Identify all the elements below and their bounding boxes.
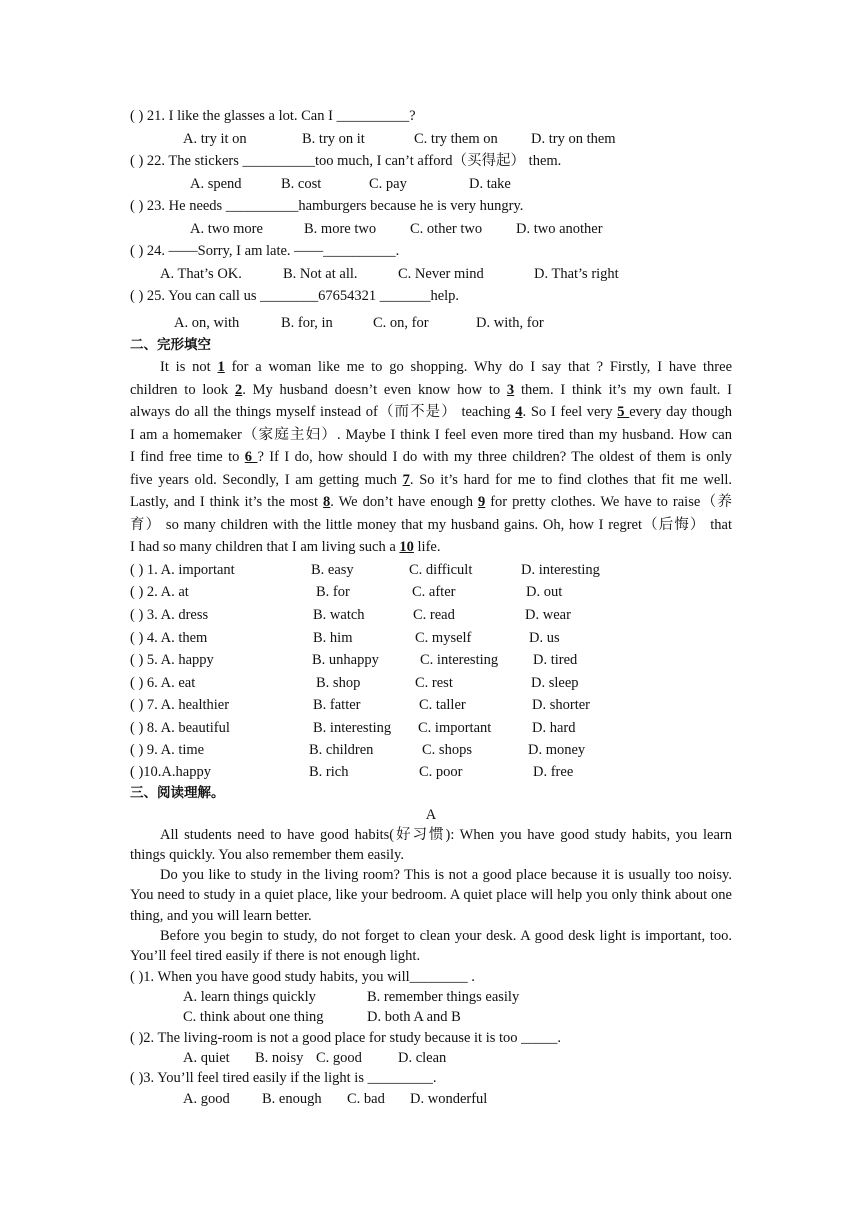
reading-paragraph: Before you begin to study, do not forget to clean your desk. A good desk light is important, too. You’ll feel tired easily if there is not enough light. <box>130 928 732 965</box>
option-row <box>130 129 732 149</box>
option: B. try on it <box>302 131 365 147</box>
option: C. good <box>316 1050 362 1066</box>
option: B. him <box>313 630 353 646</box>
cloze-question <box>130 628 732 648</box>
option: B. Not at all. <box>283 266 358 282</box>
option: D. wonderful <box>410 1091 488 1107</box>
option: D. both A and B <box>367 1009 461 1025</box>
option: C. read <box>413 607 455 623</box>
blank-number: 5 <box>617 404 630 420</box>
option: B. rich <box>309 764 349 780</box>
option: B. enough <box>262 1091 322 1107</box>
passage-line: Lastly, and I think it’s the most 8. We don’t have enough 9 for pretty clothes. We have to raise（养 <box>130 494 732 510</box>
passage-line: 育） so many children with the little money that my husband gains. Oh, how I regret（后悔） that <box>130 517 732 533</box>
option-row <box>130 264 732 284</box>
option: C. try them on <box>414 131 498 147</box>
option: B. for <box>316 584 350 600</box>
blank-number: 10 <box>399 539 414 555</box>
option: C. after <box>412 584 456 600</box>
question-stem: ( ) 24. ——Sorry, I am late. ——__________. <box>130 243 400 259</box>
option: B. noisy <box>255 1050 304 1066</box>
option: A. learn things quickly <box>183 989 316 1005</box>
option: A. on, with <box>174 315 240 331</box>
option: D. tired <box>533 652 578 668</box>
option-row <box>130 1007 732 1027</box>
option: C. pay <box>369 176 407 192</box>
option-row <box>130 174 732 194</box>
passage-label: A <box>425 807 437 823</box>
option: B. more two <box>304 221 377 237</box>
passage-line: It is not 1 for a woman like me to go shopping. Why do I say that ? Firstly, I have three <box>160 359 732 375</box>
option: A. try it on <box>183 131 247 147</box>
option: C. shops <box>422 742 472 758</box>
option: D. try on them <box>531 131 616 147</box>
option: C. poor <box>419 764 463 780</box>
option: D. us <box>529 630 560 646</box>
option: C. difficult <box>409 562 473 578</box>
question-stem: ( ) 4. A. them <box>130 630 208 646</box>
cloze-question <box>130 673 732 693</box>
question-stem: ( ) 5. A. happy <box>130 652 214 668</box>
option: A. spend <box>190 176 242 192</box>
cloze-question <box>130 560 732 580</box>
option: D. interesting <box>521 562 600 578</box>
option: D. take <box>469 176 511 192</box>
option: B. unhappy <box>312 652 379 668</box>
option: D. clean <box>398 1050 447 1066</box>
option: C. think about one thing <box>183 1009 324 1025</box>
option: B. fatter <box>313 697 361 713</box>
option: B. easy <box>311 562 354 578</box>
cloze-question <box>130 762 732 782</box>
reading-paragraph: Do you like to study in the living room? This is not a good place because it is usually too noisy. You need to study in a quiet place, like your bedroom. A quiet place will help you only think about one thing, and you will learn better. <box>130 867 732 924</box>
option: C. on, for <box>373 315 429 331</box>
option: A. That’s OK. <box>160 266 242 282</box>
option: D. wear <box>525 607 571 623</box>
option: C. bad <box>347 1091 385 1107</box>
blank-number: 6 <box>244 449 258 465</box>
option-row <box>130 1048 732 1068</box>
option-row <box>130 313 732 333</box>
passage-line: I find free time to 6 ? If I do, how should I do with my three children? The oldest of them is only <box>130 449 733 465</box>
cloze-question <box>130 650 732 670</box>
question-stem: ( ) 23. He needs __________hamburgers because he is very hungry. <box>130 198 524 214</box>
option-row <box>130 987 732 1007</box>
option: A. two more <box>190 221 263 237</box>
option: B. cost <box>281 176 322 192</box>
passage-line: always do all the things myself instead of（而不是） teaching 4. So I feel very 5 every day though <box>130 404 733 420</box>
question-stem: ( )2. The living-room is not a good place for study because it is too _____. <box>130 1030 562 1046</box>
question-stem: ( ) 21. I like the glasses a lot. Can I __________? <box>130 108 416 124</box>
blank-number: 3 <box>506 382 515 398</box>
option: C. taller <box>419 697 466 713</box>
option: B. shop <box>316 675 361 691</box>
option: C. Never mind <box>398 266 484 282</box>
cloze-question <box>130 695 732 715</box>
question-stem: ( ) 9. A. time <box>130 742 205 758</box>
section-title-cloze: 二、完形填空 <box>130 337 211 353</box>
cloze-question <box>130 582 732 602</box>
blank-number: 2 <box>234 382 243 398</box>
option: D. two another <box>516 221 603 237</box>
question-stem: ( ) 3. A. dress <box>130 607 209 623</box>
option: B. interesting <box>313 720 392 736</box>
passage-line: children to look 2. My husband doesn’t even know how to 3 them. I think it’s my own fault. I <box>130 382 732 398</box>
cloze-question <box>130 740 732 760</box>
passage-line: I had so many children that I am living such a 10 life. <box>130 539 441 555</box>
option: B. children <box>309 742 374 758</box>
blank-number: 7 <box>402 472 410 488</box>
question-stem: ( ) 1. A. important <box>130 562 235 578</box>
option: D. free <box>533 764 574 780</box>
reading-paragraph: All students need to have good habits(好习惯): When you have good study habits, you learn things quickly. You also remember them easily. <box>130 827 732 864</box>
option: D. with, for <box>476 315 544 331</box>
blank-number: 8 <box>323 494 331 510</box>
option: B. watch <box>313 607 365 623</box>
option: A. good <box>183 1091 230 1107</box>
option: C. important <box>418 720 492 736</box>
option: D. hard <box>532 720 576 736</box>
question-stem: ( ) 8. A. beautiful <box>130 720 230 736</box>
blank-number: 1 <box>217 359 225 375</box>
option: D. money <box>528 742 586 758</box>
option: C. interesting <box>420 652 499 668</box>
option: D. That’s right <box>534 266 619 282</box>
option: B. for, in <box>281 315 333 331</box>
blank-number: 9 <box>477 494 486 510</box>
question-stem: ( )10.A.happy <box>130 764 211 780</box>
option: C. other two <box>410 221 483 237</box>
cloze-question <box>130 718 732 738</box>
option: C. rest <box>415 675 453 691</box>
option: D. sleep <box>531 675 579 691</box>
question-stem: ( ) 2. A. at <box>130 584 189 600</box>
option-row <box>130 1089 732 1109</box>
option: D. shorter <box>532 697 590 713</box>
question-stem: ( )3. You’ll feel tired easily if the light is _________. <box>130 1070 437 1086</box>
cloze-question <box>130 605 732 625</box>
section-title-reading: 三、阅读理解。 <box>130 785 225 801</box>
question-stem: ( ) 7. A. healthier <box>130 697 230 713</box>
question-stem: ( )1. When you have good study habits, you will________ . <box>130 969 475 985</box>
option: D. out <box>526 584 563 600</box>
passage-line: I am a homemaker（家庭主妇）. Maybe I think I feel even more tired than my husband. How can <box>130 427 732 443</box>
option-row <box>130 219 732 239</box>
option: B. remember things easily <box>367 989 520 1005</box>
passage-line: five years old. Secondly, I am getting much 7. So it’s hard for me to find clothes that fit me well. <box>130 472 732 488</box>
option: C. myself <box>415 630 472 646</box>
question-stem: ( ) 22. The stickers __________too much, I can’t afford（买得起） them. <box>130 153 562 169</box>
question-stem: ( ) 25. You can call us ________67654321 _______help. <box>130 288 460 304</box>
question-stem: ( ) 6. A. eat <box>130 675 196 691</box>
option: A. quiet <box>183 1050 230 1066</box>
blank-number: 4 <box>515 404 523 420</box>
